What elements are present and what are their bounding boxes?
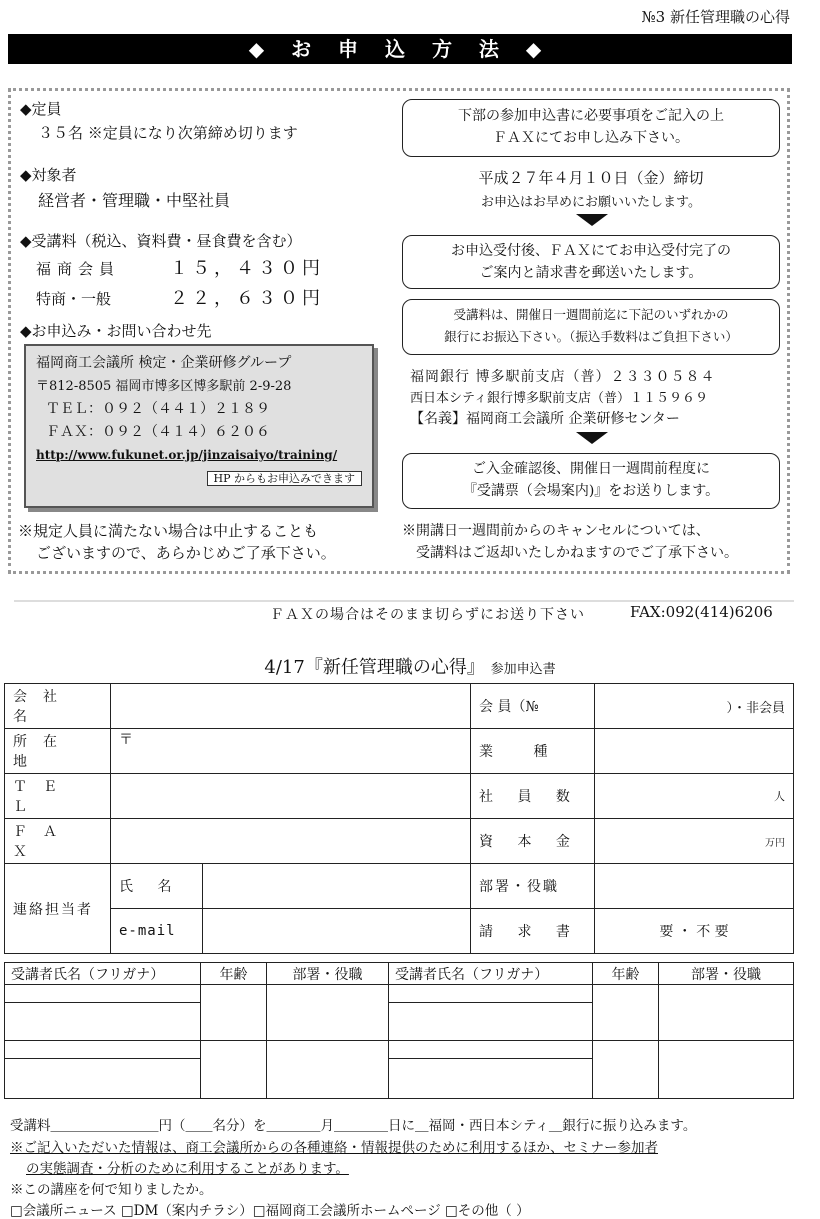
contact-person-label: 連絡担当者 [5, 864, 111, 954]
fee-heading: ◆受講料（税込、資料費・昼食費を含む） [20, 232, 302, 250]
address-label: 所在地 [5, 729, 111, 774]
attendee-name-2[interactable] [5, 1059, 201, 1099]
industry-label: 業 種 [471, 729, 595, 774]
survey-options[interactable]: □会議所ニュース □DM（案内チラシ）□福岡商工会議所ホームページ □その他（ ） [10, 1203, 530, 1219]
hp-note: HP からもお申込みできます [207, 471, 363, 486]
contact-heading: ◆お申込み・お問い合わせ先 [20, 322, 212, 340]
step-3-line-1: 受講料は、開催日一週間前迄に下記のいずれかの [453, 307, 729, 322]
left-note-2: ございますので、あらかじめご了承下さい。 [36, 544, 336, 562]
right-note-1: ※開講日一週間前からのキャンセルについては、 [402, 523, 710, 539]
capacity-heading: ◆定員 [20, 100, 62, 118]
attendee-name-4[interactable] [389, 1059, 593, 1099]
target-heading: ◆対象者 [20, 166, 77, 184]
payment-line: 受講料＿＿＿＿＿＿＿＿円（＿＿名分）を＿＿＿＿月＿＿＿＿日に＿福岡・西日本シティ＿銀行に振り込みます。 [10, 1118, 697, 1134]
step-3-line-2: 銀行にお振込下さい。（振込手数料はご負担下さい） [444, 329, 738, 344]
step-1-box [402, 99, 780, 157]
member-label: 会 員（№ [471, 684, 595, 729]
attendee-kana-2[interactable] [5, 1041, 201, 1059]
fee-member-label: 福商会員 [36, 260, 121, 278]
email-label: e-mail [111, 909, 203, 954]
contact-address: 〒812-8505 福岡市博多区博多駅前 2-9-28 [36, 379, 292, 394]
target-value: 経営者・管理職・中堅社員 [38, 191, 231, 210]
name-label: 氏 名 [111, 864, 203, 909]
bank-1: 福岡銀行 博多駅前支店（普）２３３０５８４ [410, 369, 716, 385]
fee-general-value: ２２，６３０円 [170, 288, 324, 309]
col-name: 受講者氏名（フリガナ） [5, 963, 201, 985]
invoice-field[interactable]: 要 ・ 不 要 [595, 909, 794, 954]
fax-field[interactable] [111, 819, 471, 864]
form-title [0, 653, 820, 679]
deadline: 平成２７年４月１０日（金）締切 [478, 169, 704, 187]
privacy-line-1: ※ご記入いただいた情報は、商工会議所からの各種連絡・情報提供のために利用するほか、セミナー参加者 [10, 1140, 658, 1156]
section-banner: ◆ お 申 込 方 法 ◆ [8, 34, 792, 64]
attendee-age-2[interactable] [201, 1041, 267, 1099]
bank-3: 【名義】福岡商工会議所 企業研修センター [410, 411, 680, 427]
contact-box [24, 344, 374, 508]
fax-instruction: ＦＡＸの場合はそのまま切らずにお送り下さい [270, 607, 585, 623]
step-2-line-1: お申込受付後、ＦＡＸにてお申込受付完了の [451, 243, 731, 259]
survey-question: ※この講座を何で知りましたか。 [10, 1182, 213, 1198]
form-title-main: 4/17『新任管理職の心得』 [264, 657, 485, 678]
company-field[interactable] [111, 684, 471, 729]
capital-field[interactable]: 万円 [595, 819, 794, 864]
arrow-down-icon [576, 214, 608, 226]
step-4-line-1: ご入金確認後、開催日一週間前程度に [472, 461, 710, 477]
name-field[interactable] [203, 864, 471, 909]
employees-label: 社 員 数 [471, 774, 595, 819]
fee-general-label: 特商・一般 [36, 290, 112, 308]
dept-field[interactable] [595, 864, 794, 909]
attendee-kana-1[interactable] [5, 985, 201, 1003]
step-1-line-2: ＦＡＸにてお申し込み下さい。 [493, 130, 689, 146]
col-dept-2: 部署・役職 [659, 963, 794, 985]
capital-label: 資 本 金 [471, 819, 595, 864]
contact-org: 福岡商工会議所 検定・企業研修グループ [36, 355, 292, 371]
address-field[interactable]: 〒 [111, 729, 471, 774]
step-4-box [402, 453, 780, 509]
application-form [4, 683, 794, 954]
invoice-label: 請 求 書 [471, 909, 595, 954]
dept-label: 部署・役職 [471, 864, 595, 909]
attendee-age-4[interactable] [593, 1041, 659, 1099]
step-2-line-2: ご案内と請求書を郵送いたします。 [479, 265, 703, 281]
privacy-line-2: の実態調査・分析のために利用することがあります。 [26, 1161, 349, 1177]
bank-2: 西日本シティ銀行博多駅前支店（普）１１５９６９ [410, 391, 708, 406]
cut-line [14, 600, 794, 602]
col-name-2: 受講者氏名（フリガナ） [389, 963, 593, 985]
attendee-table [4, 962, 794, 1099]
employees-field[interactable]: 人 [595, 774, 794, 819]
tel-field[interactable] [111, 774, 471, 819]
col-age-2: 年齢 [593, 963, 659, 985]
contact-tel: ＴＥＬ：０９２（４４１）２１８９ [46, 401, 270, 417]
attendee-kana-3[interactable] [389, 985, 593, 1003]
step-4-line-2: 『受講票（会場案内)』をお送りします。 [462, 483, 720, 499]
tel-label: ＴＥＬ [5, 774, 111, 819]
left-note-1: ※規定人員に満たない場合は中止することも [18, 522, 319, 540]
contact-url[interactable]: http://www.fukunet.or.jp/jinzaisaiyo/training/ [36, 448, 338, 462]
fax-number: FAX:092(414)6206 [630, 603, 773, 621]
deadline-sub: お申込はお早めにお願いいたします。 [481, 195, 701, 210]
email-field[interactable] [203, 909, 471, 954]
arrow-down-icon-2 [576, 432, 608, 444]
fee-member-value: １５，４３０円 [170, 258, 324, 279]
attendee-name-3[interactable] [389, 1003, 593, 1041]
fax-label: ＦＡＸ [5, 819, 111, 864]
attendee-age-1[interactable] [201, 985, 267, 1041]
attendee-dept-1[interactable] [267, 985, 389, 1041]
right-note-2: 受講料はご返却いたしかねますのでご了承下さい。 [416, 545, 738, 561]
attendee-dept-3[interactable] [659, 985, 794, 1041]
course-ref: №3 新任管理職の心得 [641, 8, 790, 26]
member-field[interactable]: ）・非会員 [595, 684, 794, 729]
contact-fax: ＦＡＸ：０９２（４１４）６２０６ [46, 424, 270, 440]
step-1-line-1: 下部の参加申込書に必要事項をご記入の上 [458, 108, 724, 124]
industry-field[interactable] [595, 729, 794, 774]
attendee-dept-2[interactable] [267, 1041, 389, 1099]
step-3-box [402, 299, 780, 355]
step-2-box [402, 235, 780, 289]
col-dept: 部署・役職 [267, 963, 389, 985]
form-title-sub: 参加申込書 [490, 662, 556, 677]
attendee-kana-4[interactable] [389, 1041, 593, 1059]
attendee-age-3[interactable] [593, 985, 659, 1041]
company-label: 会社名 [5, 684, 111, 729]
col-age: 年齢 [201, 963, 267, 985]
attendee-name-1[interactable] [5, 1003, 201, 1041]
attendee-dept-4[interactable] [659, 1041, 794, 1099]
capacity-value: ３５名 ※定員になり次第締め切ります [38, 124, 298, 142]
